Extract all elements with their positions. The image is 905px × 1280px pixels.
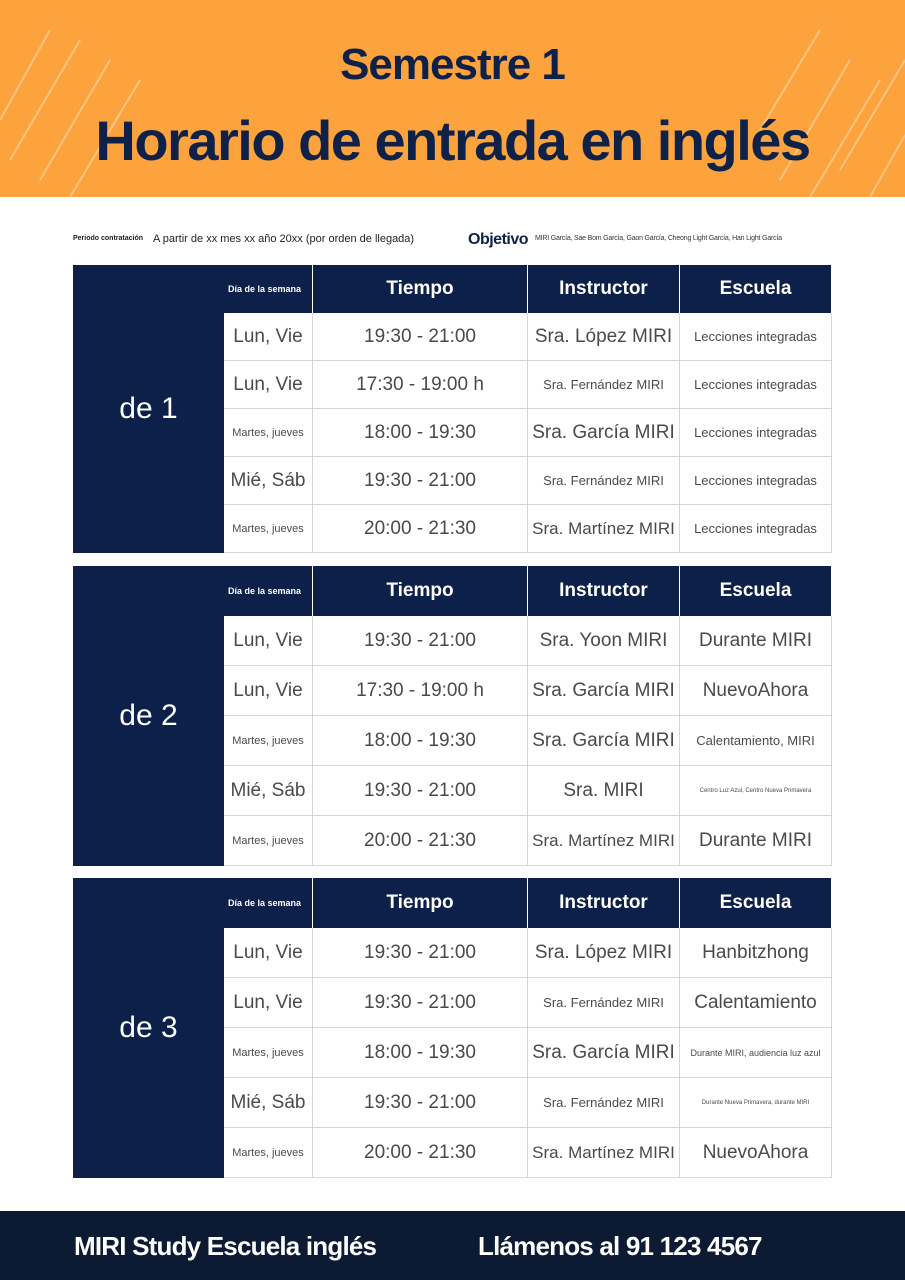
table-cell-day: Lun, Vie — [224, 361, 313, 409]
table-cell-day: Martes, jueves — [224, 1128, 313, 1178]
schedule-table — [73, 265, 832, 553]
level-label: de 3 — [73, 878, 224, 1178]
table-cell-day: Martes, jueves — [224, 505, 313, 553]
table-cell-day: Lun, Vie — [224, 666, 313, 716]
page-subtitle: Horario de entrada en inglés — [95, 109, 810, 172]
column-header-day: Día de la semana — [224, 265, 313, 313]
table-cell-school: Lecciones integradas — [680, 457, 832, 505]
table-cell-time: 18:00 - 19:30 — [313, 716, 528, 766]
column-header-day: Día de la semana — [224, 566, 313, 616]
table-cell-instructor: Sra. López MIRI — [528, 313, 680, 361]
table-cell-time: 20:00 - 21:30 — [313, 505, 528, 553]
table-cell-instructor: Sra. MIRI — [528, 766, 680, 816]
table-cell-school: NuevoAhora — [680, 666, 832, 716]
table-cell-day: Martes, jueves — [224, 816, 313, 866]
objective-value: MIRI García, Sae Bom García, Gaon García, Cheong Light García, Han Light García — [535, 235, 782, 242]
table-cell-time: 18:00 - 19:30 — [313, 409, 528, 457]
table-cell-time: 20:00 - 21:30 — [313, 816, 528, 866]
table-cell-time: 19:30 - 21:00 — [313, 616, 528, 666]
table-cell-time: 19:30 - 21:00 — [313, 1078, 528, 1128]
table-cell-day: Martes, jueves — [224, 716, 313, 766]
column-header-time: Tiempo — [313, 265, 528, 313]
column-header-instructor: Instructor — [528, 566, 680, 616]
column-header-time: Tiempo — [313, 878, 528, 928]
table-cell-school: Lecciones integradas — [680, 505, 832, 553]
table-cell-instructor: Sra. Yoon MIRI — [528, 616, 680, 666]
column-header-instructor: Instructor — [528, 265, 680, 313]
schedule-table — [73, 566, 832, 866]
phone-number: Llámenos al 91 123 4567 — [478, 1231, 762, 1261]
table-cell-day: Lun, Vie — [224, 313, 313, 361]
table-cell-instructor: Sra. Fernández MIRI — [528, 1078, 680, 1128]
table-cell-instructor: Sra. Fernández MIRI — [528, 457, 680, 505]
table-cell-day: Lun, Vie — [224, 616, 313, 666]
column-header-time: Tiempo — [313, 566, 528, 616]
table-cell-time: 19:30 - 21:00 — [313, 928, 528, 978]
column-header-school: Escuela — [680, 265, 832, 313]
table-cell-time: 19:30 - 21:00 — [313, 766, 528, 816]
table-cell-instructor: Sra. Martínez MIRI — [528, 505, 680, 553]
level-label: de 1 — [73, 265, 224, 553]
table-cell-instructor: Sra. García MIRI — [528, 1028, 680, 1078]
table-cell-school: Lecciones integradas — [680, 409, 832, 457]
column-header-day: Día de la semana — [224, 878, 313, 928]
schedule-table — [73, 878, 832, 1178]
table-cell-day: Mié, Sáb — [224, 1078, 313, 1128]
level-label: de 2 — [73, 566, 224, 866]
table-cell-instructor: Sra. Martínez MIRI — [528, 1128, 680, 1178]
school-name: MIRI Study Escuela inglés — [74, 1231, 377, 1261]
table-cell-school: NuevoAhora — [680, 1128, 832, 1178]
page-footer — [0, 1211, 905, 1280]
table-cell-day: Lun, Vie — [224, 928, 313, 978]
table-cell-day: Martes, jueves — [224, 1028, 313, 1078]
table-cell-school: Durante Nueva Primavera, durante MIRI — [680, 1078, 832, 1128]
column-header-school: Escuela — [680, 566, 832, 616]
table-cell-time: 19:30 - 21:00 — [313, 457, 528, 505]
info-line — [0, 231, 905, 251]
table-cell-day: Mié, Sáb — [224, 766, 313, 816]
table-cell-school: Lecciones integradas — [680, 313, 832, 361]
table-cell-instructor: Sra. Fernández MIRI — [528, 978, 680, 1028]
table-cell-school: Calentamiento — [680, 978, 832, 1028]
table-cell-time: 19:30 - 21:00 — [313, 978, 528, 1028]
period-label: Periodo contratación — [73, 235, 144, 242]
table-cell-school: Lecciones integradas — [680, 361, 832, 409]
table-cell-day: Mié, Sáb — [224, 457, 313, 505]
table-cell-time: 19:30 - 21:00 — [313, 313, 528, 361]
column-header-school: Escuela — [680, 878, 832, 928]
table-cell-school: Durante MIRI, audiencia luz azul — [680, 1028, 832, 1078]
table-cell-school: Durante MIRI — [680, 616, 832, 666]
period-value: A partir de xx mes xx año 20xx (por orden de llegada) — [153, 233, 415, 245]
table-cell-school: Hanbitzhong — [680, 928, 832, 978]
table-cell-time: 18:00 - 19:30 — [313, 1028, 528, 1078]
table-cell-instructor: Sra. García MIRI — [528, 666, 680, 716]
table-cell-instructor: Sra. Fernández MIRI — [528, 361, 680, 409]
table-cell-instructor: Sra. Martínez MIRI — [528, 816, 680, 866]
table-cell-time: 17:30 - 19:00 h — [313, 666, 528, 716]
table-cell-school: Durante MIRI — [680, 816, 832, 866]
page-header — [0, 0, 905, 197]
table-cell-time: 20:00 - 21:30 — [313, 1128, 528, 1178]
objective-label: Objetivo — [468, 231, 529, 248]
table-cell-time: 17:30 - 19:00 h — [313, 361, 528, 409]
table-cell-school: Centro Luz Azul, Centro Nueva Primavera — [680, 766, 832, 816]
table-cell-instructor: Sra. García MIRI — [528, 409, 680, 457]
page-title: Semestre 1 — [340, 40, 565, 89]
table-cell-day: Lun, Vie — [224, 978, 313, 1028]
table-cell-instructor: Sra. López MIRI — [528, 928, 680, 978]
table-cell-school: Calentamiento, MIRI — [680, 716, 832, 766]
column-header-instructor: Instructor — [528, 878, 680, 928]
table-cell-day: Martes, jueves — [224, 409, 313, 457]
table-cell-instructor: Sra. García MIRI — [528, 716, 680, 766]
